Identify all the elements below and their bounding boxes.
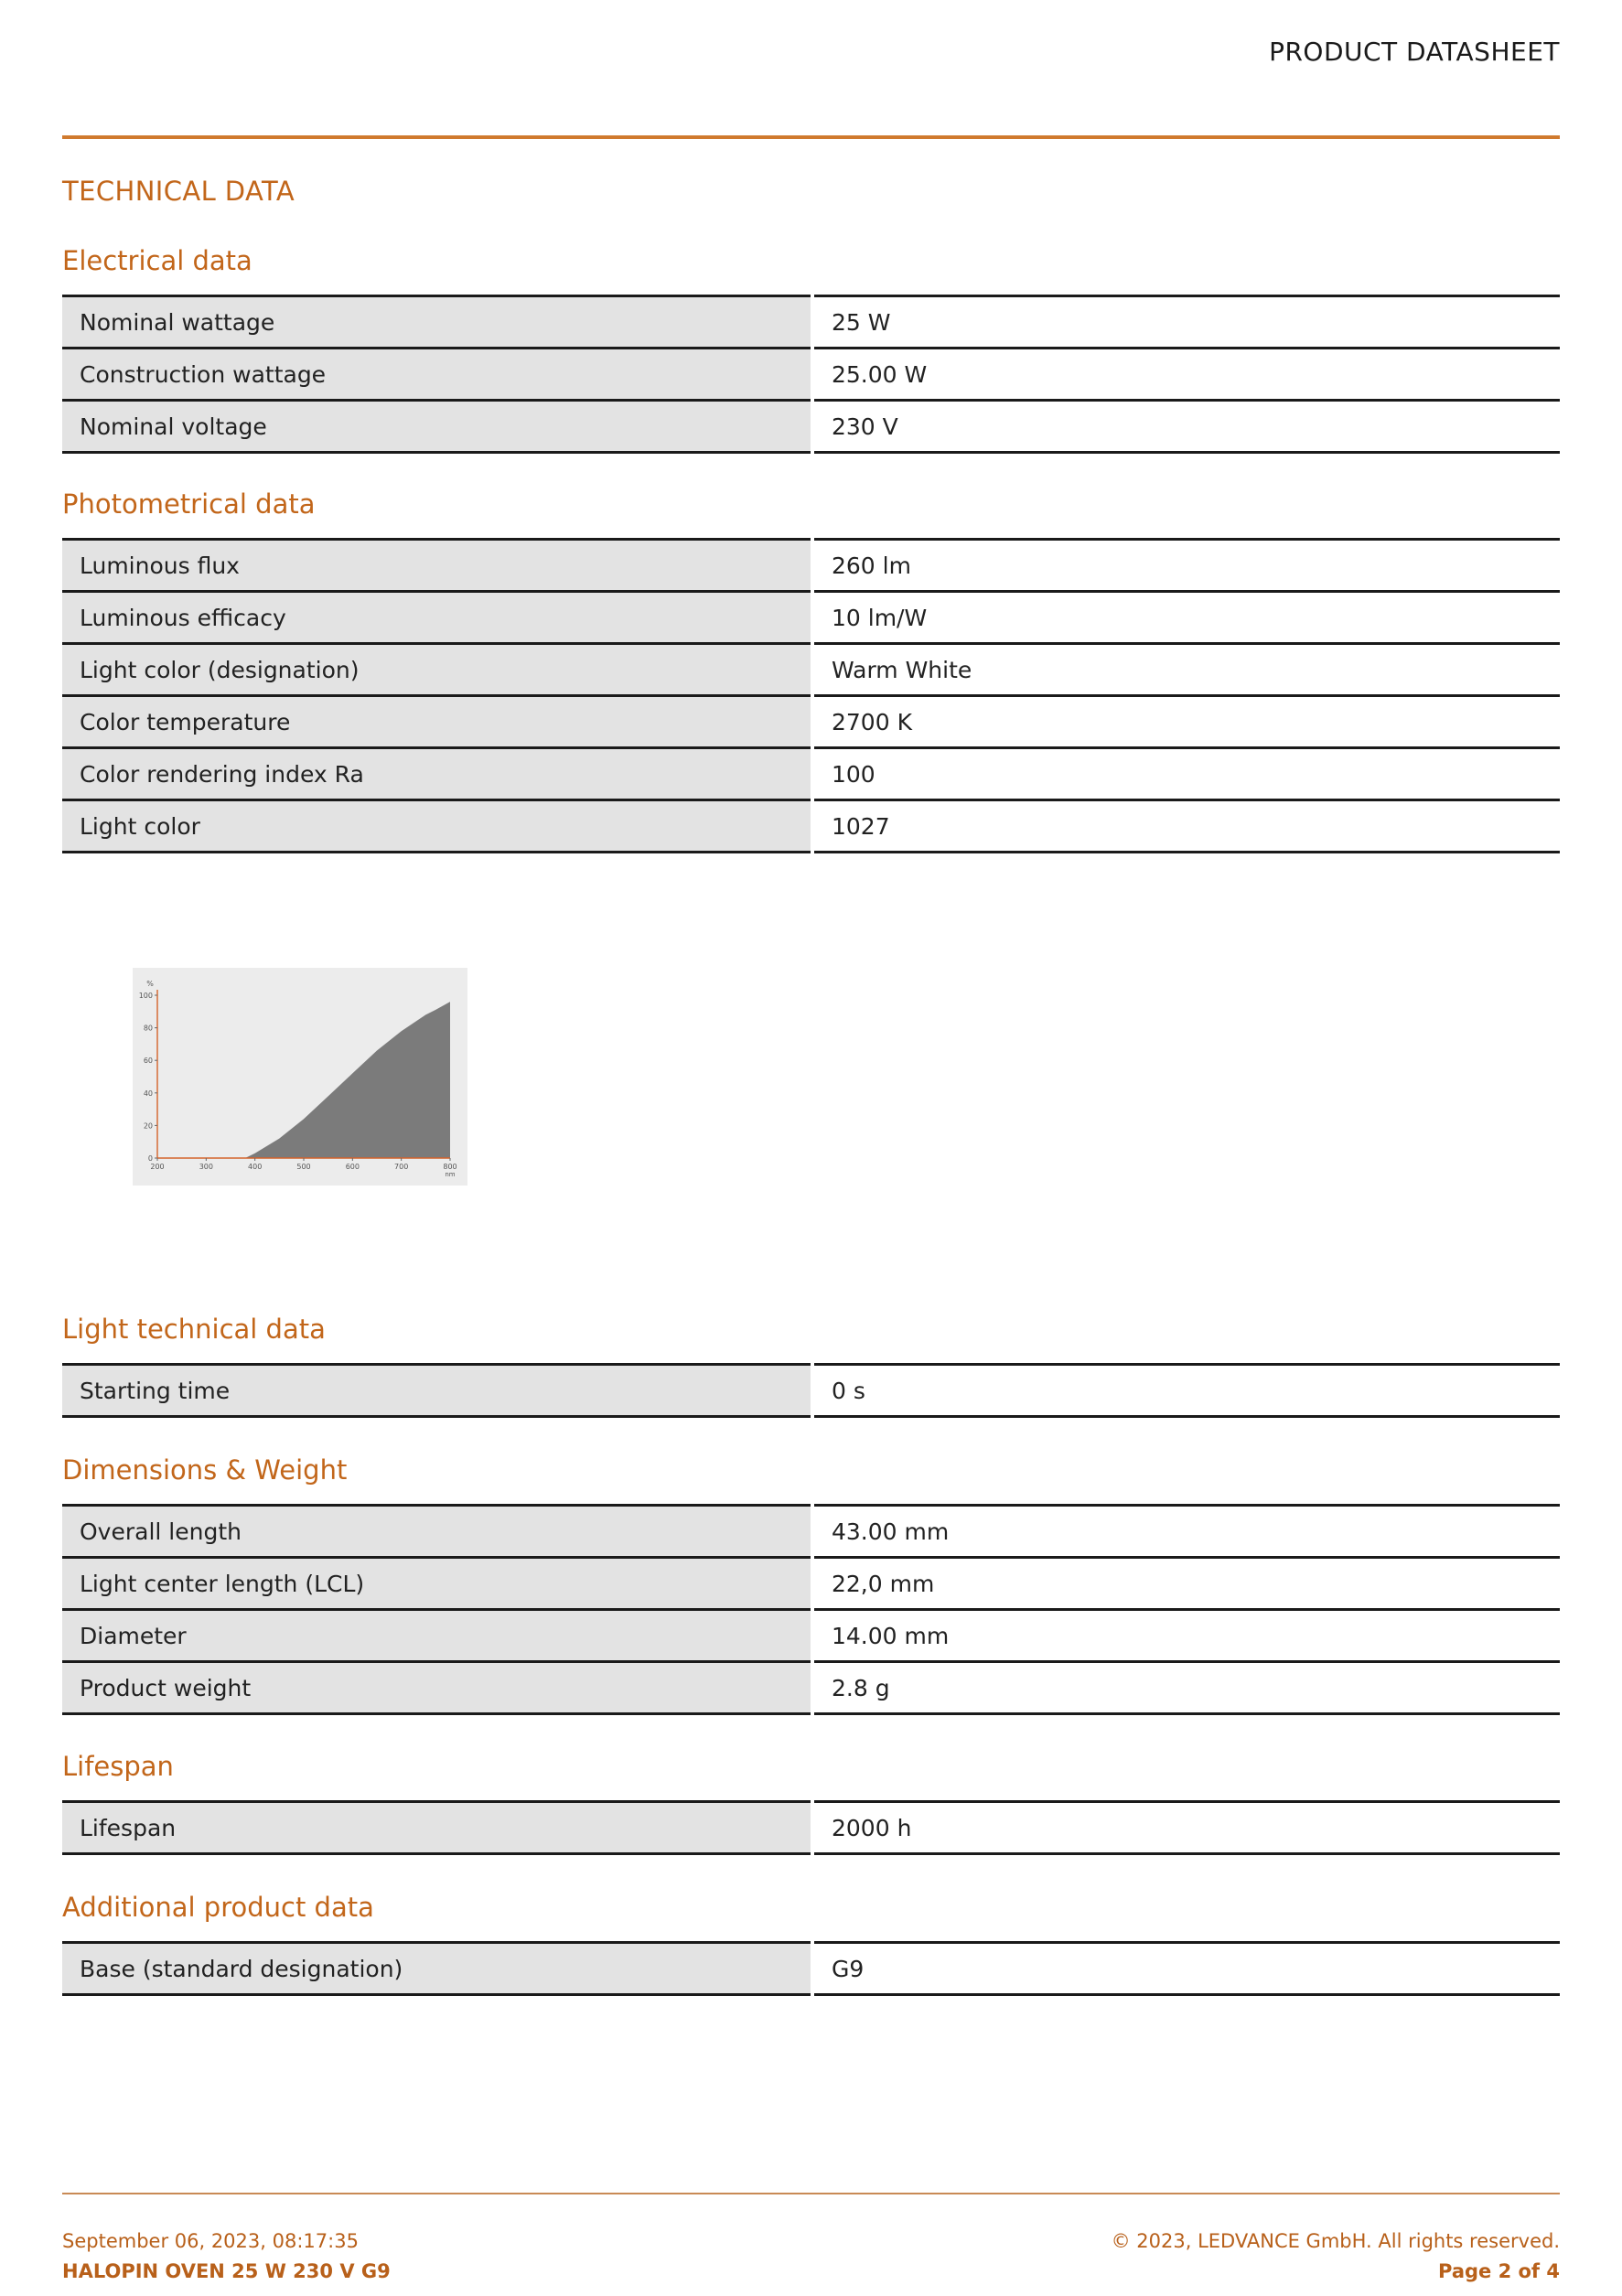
table-row — [62, 696, 1560, 748]
document-label: PRODUCT DATASHEET — [1269, 37, 1560, 67]
footer-date: September 06, 2023, 08:17:35 — [62, 2230, 359, 2252]
table-row — [62, 1662, 1560, 1714]
spec-value: 25.00 W — [812, 349, 1560, 401]
spec-value: 260 lm — [812, 540, 1560, 592]
spec-value: 43.00 mm — [812, 1506, 1560, 1558]
lifespan-table — [62, 1800, 1560, 1855]
spec-label: Construction wattage — [62, 349, 812, 401]
y-axis-unit-label: % — [146, 980, 154, 988]
spec-label: Overall length — [62, 1506, 812, 1558]
spec-label: Light color — [62, 800, 812, 853]
spec-value: G9 — [812, 1943, 1560, 1995]
spec-label: Base (standard designation) — [62, 1943, 812, 1995]
spec-label: Diameter — [62, 1610, 812, 1662]
spec-label: Product weight — [62, 1662, 812, 1714]
dimensions-weight-table — [62, 1504, 1560, 1715]
y-tick-label: 100 — [138, 992, 153, 1000]
header-rule — [62, 135, 1560, 139]
footer-page-number: Page 2 of 4 — [1438, 2260, 1560, 2282]
spec-label: Starting time — [62, 1365, 812, 1417]
spec-label: Luminous efficacy — [62, 592, 812, 644]
electrical-data-table — [62, 295, 1560, 454]
table-row — [62, 1558, 1560, 1610]
spec-value: 25 W — [812, 296, 1560, 349]
y-tick-label: 60 — [143, 1057, 153, 1066]
spec-label: Lifespan — [62, 1802, 812, 1854]
light-technical-data-table — [62, 1363, 1560, 1418]
y-tick-label: 0 — [147, 1154, 153, 1163]
table-row — [62, 1506, 1560, 1558]
footer-rule — [62, 2193, 1560, 2194]
table-row — [62, 349, 1560, 401]
spectral-chart-svg — [133, 968, 467, 1186]
spec-value: 0 s — [812, 1365, 1560, 1417]
spec-label: Light center length (LCL) — [62, 1558, 812, 1610]
table-row — [62, 401, 1560, 453]
spec-label: Color temperature — [62, 696, 812, 748]
lifespan-heading: Lifespan — [62, 1751, 174, 1782]
spec-label: Color rendering index Ra — [62, 748, 812, 800]
spec-label: Light color (designation) — [62, 644, 812, 696]
table-row — [62, 1365, 1560, 1417]
table-row — [62, 748, 1560, 800]
dimensions-weight-heading: Dimensions & Weight — [62, 1454, 348, 1486]
spec-label: Luminous flux — [62, 540, 812, 592]
x-tick-label: 500 — [296, 1163, 311, 1171]
x-axis-unit-label: nm — [445, 1171, 456, 1178]
spec-value: 100 — [812, 748, 1560, 800]
y-tick-label: 80 — [143, 1024, 153, 1033]
spec-value: 2700 K — [812, 696, 1560, 748]
y-tick-label: 20 — [143, 1121, 153, 1131]
spec-value: 1027 — [812, 800, 1560, 853]
spec-value: 230 V — [812, 401, 1560, 453]
y-tick-label: 40 — [143, 1089, 153, 1098]
photometrical-data-table — [62, 538, 1560, 853]
spec-label: Nominal voltage — [62, 401, 812, 453]
x-tick-label: 300 — [199, 1163, 213, 1171]
additional-product-data-heading: Additional product data — [62, 1892, 374, 1923]
table-row — [62, 1610, 1560, 1662]
table-row — [62, 1943, 1560, 1995]
x-tick-label: 400 — [248, 1163, 263, 1171]
table-row — [62, 296, 1560, 349]
table-row — [62, 540, 1560, 592]
spec-value: 10 lm/W — [812, 592, 1560, 644]
spec-value: 2.8 g — [812, 1662, 1560, 1714]
x-tick-label: 200 — [150, 1163, 165, 1171]
table-row — [62, 644, 1560, 696]
spectral-chart — [133, 968, 467, 1186]
footer-product-name: HALOPIN OVEN 25 W 230 V G9 — [62, 2260, 391, 2282]
spec-value: 14.00 mm — [812, 1610, 1560, 1662]
spec-value: 22,0 mm — [812, 1558, 1560, 1610]
spec-value: Warm White — [812, 644, 1560, 696]
technical-data-title: TECHNICAL DATA — [62, 176, 295, 207]
electrical-data-heading: Electrical data — [62, 245, 252, 276]
light-technical-data-heading: Light technical data — [62, 1314, 326, 1345]
table-row — [62, 1802, 1560, 1854]
spec-label: Nominal wattage — [62, 296, 812, 349]
footer-copyright: © 2023, LEDVANCE GmbH. All rights reserved. — [1111, 2230, 1560, 2252]
photometrical-data-heading: Photometrical data — [62, 488, 316, 520]
spec-value: 2000 h — [812, 1802, 1560, 1854]
x-tick-label: 800 — [443, 1163, 457, 1171]
table-row — [62, 592, 1560, 644]
table-row — [62, 800, 1560, 853]
x-tick-label: 600 — [345, 1163, 360, 1171]
additional-product-data-table — [62, 1941, 1560, 1996]
x-tick-label: 700 — [394, 1163, 409, 1171]
